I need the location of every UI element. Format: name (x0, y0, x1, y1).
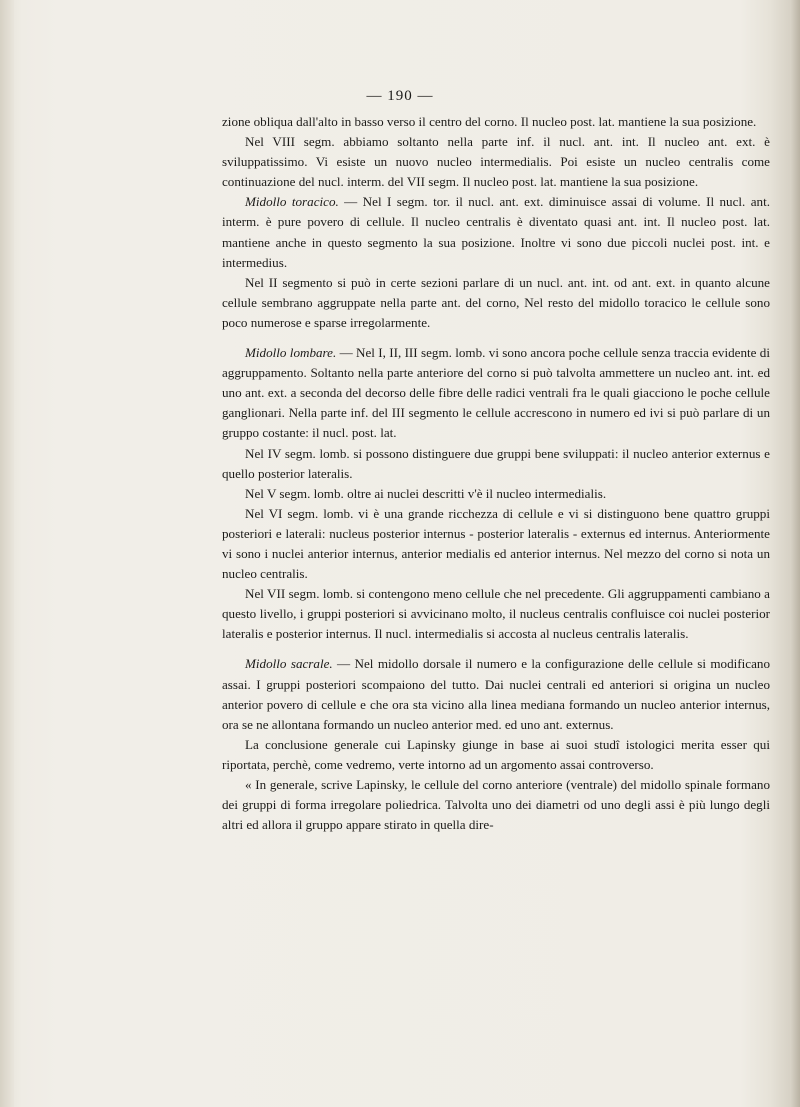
page-number: — 190 — (366, 88, 434, 104)
paragraph-sacral: Midollo sacrale. — Nel midollo dorsale il numero e la configurazione delle cellule si modificano assai. I gruppi posteriori scompaiono del tutto. Dai nuclei centrali ed anteriori si origina un nucleo anterior povero di cellule e che ora sta vicino alla linea mediana formando un nucleo anterior internus, ora se ne allontana formando un nucleo anterior med. ed uno ant. externus. (222, 656, 770, 732)
paragraph-thoracic: Midollo toracico. — Nel I segm. tor. il nucl. ant. ext. diminuisce assai di volume. Il nucl. ant. interm. è pure povero di cellule. Il nucleo centralis è diventato quasi ant. int. Il nucleo post. lat. mantiene anche in questo segmento la sua posizione. Inoltre vi sono due piccoli nuclei post. int. e intermedius. (222, 194, 770, 270)
paragraph-8: Nel VI segm. lomb. vi è una grande ricchezza di cellule e vi si distinguono bene quattro gruppi posteriori e laterali: nucleus posterior internus - posterior lateralis - externus ed internus. Anteriormente vi sono i nuclei anterior internus, anterior medialis ed anterior internus. Nel mezzo del corno si nota un nucleo centralis. (222, 505, 770, 582)
paragraph-11: La conclusione generale cui Lapinsky giunge in base ai suoi studî istologici merita esser qui riportata, perchè, come vedremo, verte intorno ad un argomento assai controverso. (222, 736, 770, 772)
paragraph-1: zione obliqua dall'alto in basso verso il centro del corno. Il nucleo post. lat. mantiene la sua posizione. (222, 114, 757, 129)
paragraph-2: Nel VIII segm. abbiamo soltanto nella parte inf. il nucl. ant. int. Il nucleo ant. ext. è sviluppatissimo. Vi esiste un nuovo nucleo intermedialis. Poi esiste un nucleo centralis come continuazione del nucl. interm. del VII segm. Il nucleo post. lat. mantiene la sua posizione. (222, 134, 770, 190)
binding-edge (0, 0, 14, 1107)
paragraph-7: Nel V segm. lomb. oltre ai nuclei descritti v'è il nucleo intermedialis. (245, 485, 607, 501)
paragraph-quote: « In generale, scrive Lapinsky, le cellule del corno anteriore (ventrale) del midollo spinale formano dei gruppi di forma irregolare poliedrica. Talvolta uno dei diametri od uno degli assi è più lungo degli altri ed allora il gruppo appare stirato in quella dire- (222, 777, 770, 833)
page-edge (790, 0, 800, 1107)
section-title-lumbar: Midollo lombare. (245, 345, 337, 361)
paragraph-lumbar: Midollo lombare. — Nel I, II, III segm. lomb. vi sono ancora poche cellule senza traccia evidente di aggruppamento. Soltanto nella parte anteriore del corno si può talvolta ammettere un nucleo ant. int. ed uno ant. ext. a seconda del decorso delle fibre delle radici ventrali fra le quali giacciono le poche cellule ganglionari. Nella parte inf. del III segmento le cellule accrescono in numero ed ivi si può parlare di un gruppo costante: il nucl. post. lat. (222, 345, 770, 441)
section-title-sacral: Midollo sacrale. (245, 656, 333, 672)
paragraph-9: Nel VII segm. lomb. si contengono meno cellule che nel precedente. Gli aggruppamenti cambiano a questo livello, i gruppi posteriori si avvicinano molto, il nucleus centralis confluisce coi nuclei posterior lateralis e posterior internus. Il nucl. intermedialis si accosta al nucleus centralis lateralis. (222, 586, 770, 642)
paragraph-6: Nel IV segm. lomb. si possono distinguere due gruppi bene sviluppati: il nucleo anterior externus e quello posterior lateralis. (222, 445, 770, 481)
body-text (222, 112, 770, 835)
paragraph-4: Nel II segmento si può in certe sezioni parlare di un nucl. ant. int. od ant. ext. in quanto alcune cellule sembrano aggruppate nella parte ant. del corno, Nel resto del midollo toracico le cellule sono poco numerose e sparse irregolarmente. (222, 274, 770, 330)
section-title-thoracic: Midollo toracico. (245, 194, 339, 210)
